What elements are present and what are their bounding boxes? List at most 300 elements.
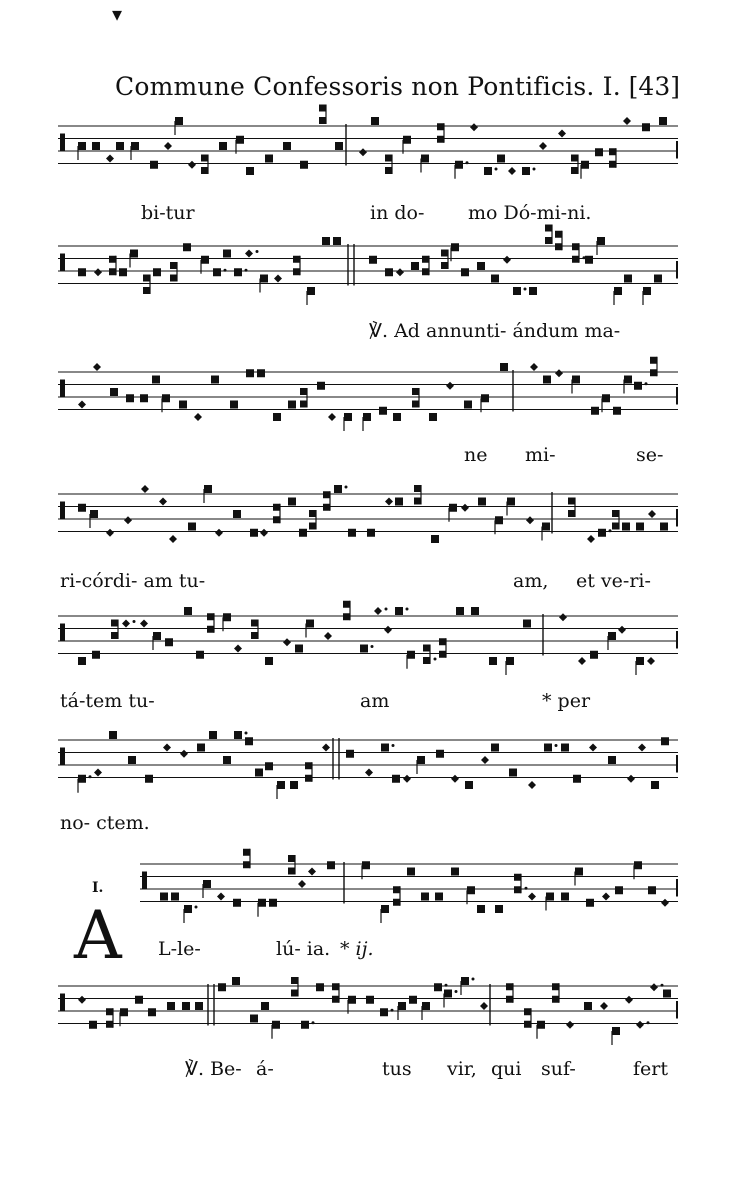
- rhombus-note: [661, 899, 669, 907]
- lyric: tus: [382, 1058, 412, 1080]
- punctum-note: [265, 657, 273, 665]
- punctum-note: [484, 167, 492, 175]
- punctum-note: [444, 990, 452, 998]
- punctum-note: [153, 268, 161, 276]
- punctum-note: [455, 161, 463, 169]
- lyric: am: [360, 690, 390, 712]
- lyric: am,: [513, 570, 549, 592]
- lyric: et ve-ri-: [576, 570, 651, 592]
- punctum-note: [323, 504, 330, 511]
- punctum-note: [196, 651, 204, 659]
- punctum-note: [160, 893, 168, 901]
- lyric: qui: [491, 1058, 522, 1080]
- punctum-note: [140, 394, 148, 402]
- mora-dot: [392, 744, 395, 747]
- punctum-note: [150, 161, 158, 169]
- punctum-note: [648, 886, 656, 894]
- rhombus-note: [374, 607, 382, 615]
- punctum-note: [398, 1002, 406, 1010]
- rhombus-note: [539, 142, 547, 150]
- lyric: * per: [542, 690, 591, 712]
- punctum-note: [89, 1021, 97, 1029]
- punctum-note: [495, 516, 503, 524]
- punctum-note: [507, 498, 515, 506]
- rhombus-note: [324, 632, 332, 640]
- punctum-note: [288, 855, 295, 862]
- punctum-note: [209, 731, 217, 739]
- punctum-note: [273, 413, 281, 421]
- punctum-note: [307, 287, 315, 295]
- rhombus-note: [558, 130, 566, 138]
- lyric: bi-tur: [141, 202, 195, 224]
- punctum-note: [343, 601, 350, 608]
- punctum-note: [407, 651, 415, 659]
- punctum-note: [489, 657, 497, 665]
- punctum-note: [309, 523, 316, 530]
- punctum-note: [622, 523, 630, 531]
- mora-dot: [406, 608, 409, 611]
- rhombus-note: [446, 382, 454, 390]
- punctum-note: [175, 117, 183, 125]
- punctum-note: [272, 1021, 280, 1029]
- punctum-note: [213, 268, 221, 276]
- punctum-note: [309, 510, 316, 517]
- mora-dot: [495, 168, 498, 171]
- punctum-note: [395, 498, 403, 506]
- punctum-note: [624, 376, 632, 384]
- rhombus-note: [163, 744, 171, 752]
- punctum-note: [661, 737, 669, 745]
- lyric: lú- ia.: [276, 938, 331, 960]
- punctum-note: [230, 401, 238, 409]
- punctum-note: [257, 369, 265, 377]
- punctum-note: [371, 117, 379, 125]
- punctum-note: [261, 1002, 269, 1010]
- punctum-note: [597, 237, 605, 245]
- punctum-note: [119, 268, 127, 276]
- punctum-note: [441, 250, 448, 257]
- punctum-note: [591, 407, 599, 415]
- punctum-note: [260, 275, 268, 283]
- punctum-note: [381, 744, 389, 752]
- punctum-note: [436, 750, 444, 758]
- mora-dot: [385, 608, 388, 611]
- lyric: ri-córdi- am tu-: [60, 570, 206, 592]
- alleluia-number: I.: [92, 880, 104, 896]
- punctum-note: [344, 413, 352, 421]
- mora-dot: [371, 645, 374, 648]
- punctum-note: [111, 620, 118, 627]
- punctum-note: [343, 613, 350, 620]
- rhombus-note: [508, 167, 516, 175]
- punctum-note: [300, 401, 307, 408]
- punctum-note: [211, 376, 219, 384]
- punctum-note: [573, 775, 581, 783]
- punctum-note: [204, 485, 212, 493]
- rhombus-note: [638, 744, 646, 752]
- punctum-note: [379, 407, 387, 415]
- punctum-note: [317, 382, 325, 390]
- punctum-note: [78, 504, 86, 512]
- punctum-note: [586, 899, 594, 907]
- punctum-note: [555, 243, 562, 250]
- punctum-note: [650, 357, 657, 364]
- punctum-note: [327, 861, 335, 869]
- punctum-note: [393, 886, 400, 893]
- punctum-note: [233, 510, 241, 518]
- punctum-note: [233, 899, 241, 907]
- punctum-note: [251, 632, 258, 639]
- rhombus-note: [365, 769, 373, 777]
- punctum-note: [332, 983, 339, 990]
- punctum-note: [624, 275, 632, 283]
- punctum-note: [612, 510, 619, 517]
- rhombus-note: [94, 268, 102, 276]
- punctum-note: [552, 996, 559, 1003]
- punctum-note: [219, 142, 227, 150]
- punctum-note: [333, 237, 341, 245]
- mora-dot: [555, 744, 558, 747]
- corner-mark: ▾: [112, 2, 123, 26]
- mora-dot: [133, 620, 136, 623]
- rhombus-note: [217, 893, 225, 901]
- punctum-note: [634, 382, 642, 390]
- punctum-note: [429, 413, 437, 421]
- rhombus-note: [636, 1021, 644, 1029]
- lyric: ne: [464, 444, 488, 466]
- rhombus-note: [308, 868, 316, 876]
- rhombus-note: [623, 117, 631, 125]
- punctum-note: [543, 376, 551, 384]
- rhombus-note: [650, 983, 658, 991]
- punctum-note: [461, 268, 469, 276]
- punctum-note: [561, 893, 569, 901]
- punctum-note: [323, 491, 330, 498]
- mora-dot: [256, 250, 259, 253]
- punctum-note: [651, 781, 659, 789]
- rhombus-note: [578, 657, 586, 665]
- punctum-note: [478, 498, 486, 506]
- punctum-note: [207, 626, 214, 633]
- punctum-note: [246, 167, 254, 175]
- rhombus-note: [180, 750, 188, 758]
- punctum-note: [78, 657, 86, 665]
- c-clef-icon: [60, 254, 65, 271]
- c-clef-icon: [60, 624, 65, 641]
- punctum-note: [615, 886, 623, 894]
- punctum-note: [598, 529, 606, 537]
- rhombus-note: [124, 516, 132, 524]
- punctum-note: [218, 983, 226, 991]
- mora-dot: [466, 161, 469, 164]
- punctum-note: [269, 899, 277, 907]
- punctum-note: [319, 117, 326, 124]
- punctum-note: [612, 1027, 620, 1035]
- punctum-note: [572, 256, 579, 263]
- lyric: se-: [636, 444, 664, 466]
- punctum-note: [654, 275, 662, 283]
- punctum-note: [571, 167, 578, 174]
- punctum-note: [288, 401, 296, 409]
- rhombus-note: [78, 401, 86, 409]
- punctum-note: [335, 142, 343, 150]
- rhombus-note: [451, 775, 459, 783]
- rhombus-note: [194, 413, 202, 421]
- punctum-note: [299, 529, 307, 537]
- punctum-note: [449, 504, 457, 512]
- rhombus-note: [140, 620, 148, 628]
- punctum-note: [111, 632, 118, 639]
- punctum-note: [223, 756, 231, 764]
- punctum-note: [334, 485, 342, 493]
- punctum-note: [465, 781, 473, 789]
- punctum-note: [223, 250, 231, 258]
- punctum-note: [110, 388, 118, 396]
- punctum-note: [171, 893, 179, 901]
- punctum-note: [305, 775, 312, 782]
- punctum-note: [283, 142, 291, 150]
- punctum-note: [634, 861, 642, 869]
- punctum-note: [414, 498, 421, 505]
- punctum-note: [409, 996, 417, 1004]
- punctum-note: [234, 268, 242, 276]
- punctum-note: [288, 498, 296, 506]
- c-clef-icon: [60, 380, 65, 397]
- punctum-note: [608, 632, 616, 640]
- punctum-note: [143, 275, 150, 282]
- rhombus-note: [94, 769, 102, 777]
- punctum-note: [290, 781, 298, 789]
- punctum-note: [293, 256, 300, 263]
- punctum-note: [277, 781, 285, 789]
- punctum-note: [461, 977, 469, 985]
- punctum-note: [109, 731, 117, 739]
- punctum-note: [145, 775, 153, 783]
- punctum-note: [348, 996, 356, 1004]
- punctum-note: [251, 620, 258, 627]
- mora-dot: [647, 1021, 650, 1024]
- punctum-note: [182, 1002, 190, 1010]
- punctum-note: [109, 256, 116, 263]
- rhombus-note: [106, 155, 114, 163]
- punctum-note: [348, 529, 356, 537]
- punctum-note: [367, 529, 375, 537]
- lyric: * ij.: [340, 938, 374, 960]
- punctum-note: [585, 256, 593, 264]
- punctum-note: [423, 657, 430, 664]
- punctum-note: [506, 996, 513, 1003]
- punctum-note: [403, 136, 411, 144]
- punctum-note: [513, 287, 521, 295]
- punctum-note: [291, 990, 298, 997]
- punctum-note: [106, 1021, 113, 1028]
- mora-dot: [533, 168, 536, 171]
- c-clef-icon: [60, 502, 65, 519]
- punctum-note: [495, 905, 503, 913]
- mora-dot: [89, 775, 92, 778]
- punctum-note: [524, 1008, 531, 1015]
- rhombus-note: [627, 775, 635, 783]
- punctum-note: [255, 769, 263, 777]
- punctum-note: [153, 632, 161, 640]
- punctum-note: [491, 275, 499, 283]
- punctum-note: [179, 401, 187, 409]
- mora-dot: [195, 906, 198, 909]
- punctum-note: [423, 645, 430, 652]
- punctum-note: [232, 977, 240, 985]
- punctum-note: [500, 363, 508, 371]
- punctum-note: [434, 983, 442, 991]
- rhombus-note: [359, 148, 367, 156]
- rhombus-note: [159, 498, 167, 506]
- punctum-note: [188, 523, 196, 531]
- lyric: ℣. Ad annunti- ándum ma-: [369, 320, 621, 342]
- mora-dot: [661, 984, 664, 987]
- punctum-note: [575, 868, 583, 876]
- punctum-note: [291, 977, 298, 984]
- punctum-note: [135, 996, 143, 1004]
- punctum-note: [609, 161, 616, 168]
- rhombus-note: [526, 516, 534, 524]
- rhombus-note: [234, 645, 242, 653]
- punctum-note: [92, 142, 100, 150]
- punctum-note: [609, 148, 616, 155]
- punctum-note: [120, 1008, 128, 1016]
- rhombus-note: [188, 161, 196, 169]
- punctum-note: [537, 1021, 545, 1029]
- punctum-note: [590, 651, 598, 659]
- rhombus-note: [589, 744, 597, 752]
- punctum-note: [301, 1021, 309, 1029]
- punctum-note: [362, 861, 370, 869]
- punctum-note: [273, 516, 280, 523]
- punctum-note: [636, 523, 644, 531]
- lyric: no- ctem.: [60, 812, 150, 834]
- punctum-note: [467, 886, 475, 894]
- punctum-note: [663, 990, 671, 998]
- page-title: Commune Confessoris non Pontificis. I.: [115, 72, 621, 101]
- punctum-note: [509, 769, 517, 777]
- punctum-note: [78, 268, 86, 276]
- rhombus-note: [618, 626, 626, 634]
- punctum-note: [322, 237, 330, 245]
- rhombus-note: [528, 893, 536, 901]
- c-clef-icon: [142, 872, 147, 889]
- punctum-note: [78, 142, 86, 150]
- punctum-note: [385, 167, 392, 174]
- punctum-note: [660, 523, 668, 531]
- rhombus-note: [625, 996, 633, 1004]
- punctum-note: [422, 268, 429, 275]
- punctum-note: [422, 1002, 430, 1010]
- punctum-note: [412, 401, 419, 408]
- page-number: [43]: [628, 72, 680, 101]
- punctum-note: [555, 231, 562, 238]
- punctum-note: [417, 756, 425, 764]
- punctum-note: [614, 287, 622, 295]
- mora-dot: [645, 382, 648, 385]
- punctum-note: [381, 905, 389, 913]
- punctum-note: [201, 167, 208, 174]
- punctum-note: [514, 874, 521, 881]
- rhombus-note: [530, 363, 538, 371]
- punctum-note: [546, 893, 554, 901]
- punctum-note: [464, 401, 472, 409]
- rhombus-note: [141, 485, 149, 493]
- punctum-note: [90, 510, 98, 518]
- punctum-note: [542, 523, 550, 531]
- punctum-note: [316, 983, 324, 991]
- punctum-note: [584, 1002, 592, 1010]
- punctum-note: [184, 905, 192, 913]
- rhombus-note: [481, 756, 489, 764]
- punctum-note: [421, 893, 429, 901]
- punctum-note: [545, 237, 552, 244]
- rhombus-note: [384, 626, 392, 634]
- lyric: mi-: [525, 444, 556, 466]
- punctum-note: [300, 388, 307, 395]
- punctum-note: [197, 744, 205, 752]
- lyric: vir,: [447, 1058, 477, 1080]
- punctum-note: [659, 117, 667, 125]
- mora-dot: [245, 269, 248, 272]
- punctum-note: [223, 613, 231, 621]
- punctum-note: [250, 1015, 258, 1023]
- rhombus-note: [215, 529, 223, 537]
- punctum-note: [439, 651, 446, 658]
- rhombus-note: [648, 510, 656, 518]
- punctum-note: [306, 620, 314, 628]
- punctum-note: [441, 262, 448, 269]
- punctum-note: [385, 155, 392, 162]
- lyric: mo Dó-mi-ni.: [468, 202, 592, 224]
- punctum-note: [201, 155, 208, 162]
- punctum-note: [131, 142, 139, 150]
- punctum-note: [451, 868, 459, 876]
- punctum-note: [78, 775, 86, 783]
- punctum-note: [305, 762, 312, 769]
- punctum-note: [552, 983, 559, 990]
- punctum-note: [407, 868, 415, 876]
- rhombus-note: [600, 1002, 608, 1010]
- punctum-note: [506, 983, 513, 990]
- lyric: fert: [633, 1058, 668, 1080]
- drop-cap-initial: A: [74, 897, 122, 974]
- punctum-note: [572, 376, 580, 384]
- rhombus-note: [245, 250, 253, 258]
- punctum-note: [506, 657, 514, 665]
- punctum-note: [92, 651, 100, 659]
- c-clef-icon: [60, 748, 65, 765]
- punctum-note: [167, 1002, 175, 1010]
- punctum-note: [439, 638, 446, 645]
- punctum-note: [581, 161, 589, 169]
- punctum-note: [545, 225, 552, 232]
- mora-dot: [391, 1009, 394, 1012]
- punctum-note: [477, 262, 485, 270]
- punctum-note: [522, 167, 530, 175]
- punctum-note: [183, 243, 191, 251]
- mora-dot: [455, 990, 458, 993]
- punctum-note: [143, 287, 150, 294]
- punctum-note: [437, 123, 444, 130]
- mora-dot: [434, 658, 437, 661]
- punctum-note: [234, 731, 242, 739]
- mora-dot: [525, 887, 528, 890]
- punctum-note: [435, 893, 443, 901]
- punctum-note: [116, 142, 124, 150]
- lyric: in do-: [370, 202, 425, 224]
